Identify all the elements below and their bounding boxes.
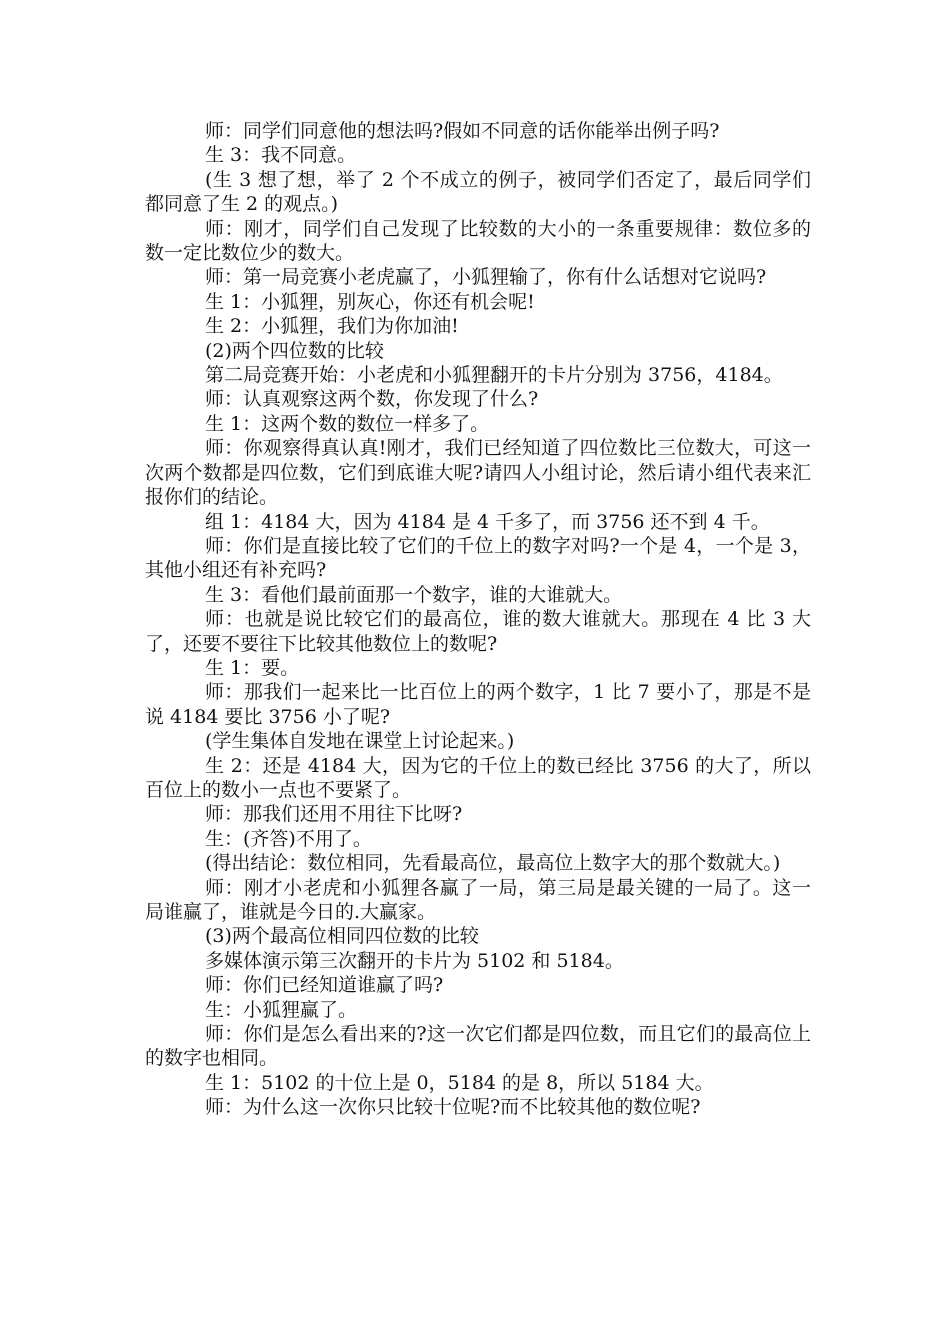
paragraph: (学生集体自发地在课堂上讨论起来。) xyxy=(205,730,515,753)
document-body xyxy=(145,119,811,1120)
paragraph: 生 1：这两个数的数位一样多了。 xyxy=(205,412,490,435)
paragraph: 组 1：4184 大，因为 4184 是 4 千多了，而 3756 还不到 4 千。 xyxy=(205,510,770,533)
paragraph: 师：你观察得真认真!刚才，我们已经知道了四位数比三位数大，可这一次两个数都是四位数，它们到底谁大呢?请四人小组讨论，然后请小组代表来汇报你们的结论。 xyxy=(145,437,811,509)
paragraph: 生 3：看他们最前面那一个数字，谁的大谁就大。 xyxy=(205,583,623,606)
paragraph: 师：你们是直接比较了它们的千位上的数字对吗?一个是 4，一个是 3，其他小组还有补充吗? xyxy=(145,534,811,582)
paragraph: 生 1：要。 xyxy=(205,656,300,679)
section-heading: (2)两个四位数的比较 xyxy=(205,339,384,362)
paragraph: 师：也就是说比较它们的最高位，谁的数大谁就大。那现在 4 比 3 大了，还要不要往下比较其他数位上的数呢? xyxy=(145,608,811,655)
paragraph: 师：刚才，同学们自己发现了比较数的大小的一条重要规律：数位多的数一定比数位少的数大。 xyxy=(145,217,811,265)
paragraph: 生 2：还是 4184 大，因为它的千位上的数已经比 3756 的大了，所以百位上的数小一点也不要紧了。 xyxy=(145,754,811,801)
paragraph: 生：(齐答)不用了。 xyxy=(205,827,372,850)
paragraph: 生 3：我不同意。 xyxy=(205,144,357,167)
paragraph: 生 1：小狐狸，别灰心，你还有机会呢! xyxy=(205,290,535,313)
paragraph: 师：那我们一起来比一比百位上的两个数字，1 比 7 要小了，那是不是说 4184 要比 3756 小了呢? xyxy=(145,681,811,728)
paragraph: 师：你们已经知道谁赢了吗? xyxy=(205,974,444,997)
paragraph: 师：同学们同意他的想法吗?假如不同意的话你能举出例子吗? xyxy=(205,120,720,142)
paragraph: 第二局竞赛开始：小老虎和小狐狸翻开的卡片分别为 3756，4184。 xyxy=(205,364,783,387)
paragraph: 生 1：5102 的十位上是 0，5184 的是 8，所以 5184 大。 xyxy=(205,1071,714,1094)
paragraph: 师：刚才小老虎和小狐狸各赢了一局，第三局是最关键的一局了。这一局谁赢了，谁就是今日的.大赢家。 xyxy=(145,876,811,923)
paragraph: 师：那我们还用不用往下比呀? xyxy=(205,803,463,826)
paragraph: 师：为什么这一次你只比较十位呢?而不比较其他的数位呢? xyxy=(205,1096,701,1119)
paragraph: 生：小狐狸赢了。 xyxy=(205,998,358,1021)
paragraph: (生 3 想了想，举了 2 个不成立的例子，被同学们否定了，最后同学们都同意了生 2 的观点。) xyxy=(145,168,811,216)
paragraph: 师：第一局竞赛小老虎赢了，小狐狸输了，你有什么话想对它说吗? xyxy=(205,266,767,289)
section-heading: (3)两个最高位相同四位数的比较 xyxy=(205,925,479,948)
paragraph: 师：认真观察这两个数，你发现了什么? xyxy=(205,388,539,411)
paragraph: (得出结论：数位相同，先看最高位，最高位上数字大的那个数就大。) xyxy=(205,852,781,875)
paragraph: 生 2：小狐狸，我们为你加油! xyxy=(205,315,459,338)
paragraph: 多媒体演示第三次翻开的卡片为 5102 和 5184。 xyxy=(205,949,624,972)
paragraph: 师：你们是怎么看出来的?这一次它们都是四位数，而且它们的最高位上的数字也相同。 xyxy=(145,1023,811,1070)
